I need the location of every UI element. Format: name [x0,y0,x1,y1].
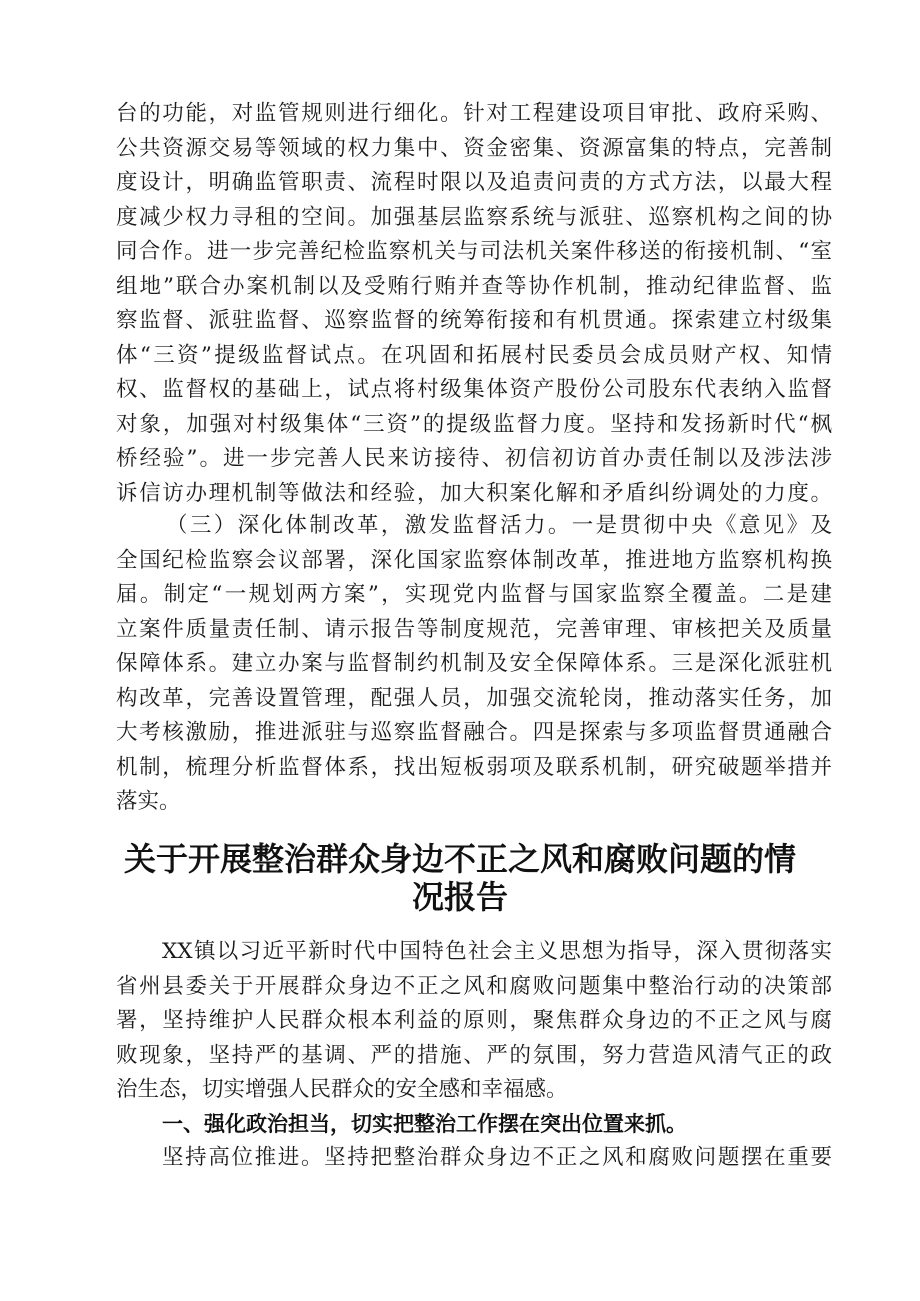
paragraph-continuation [116,97,832,511]
text-line: 构改革，完善设置管理，配强人员，加强交流轮岗，推动落实任务，加 [116,685,832,711]
text-line: 度减少权力寻租的空间。加强基层监察系统与派驻、巡察机构之间的协 [116,204,832,230]
text-line: 对象，加强对村级集体“三资”的提级监督力度。坚持和发扬新时代“枫 [116,411,832,437]
text-line: 败现象，坚持严的基调、严的措施、严的氛围，努力营造风清气正的政 [116,1042,832,1068]
text-line: XX镇以习近平新时代中国特色社会主义思想为指导，深入贯彻落实 [162,939,832,964]
section-heading: 一、强化政治担当，切实把整治工作摆在突出位置来抓。 [162,1112,687,1136]
paragraph-intro [116,935,832,1108]
text-line: （三）深化体制改革，激发监督活力。一是贯彻中央《意见》及 [166,513,832,538]
text-line: 保障体系。建立办案与监督制约机制及安全保障体系。三是深化派驻机 [116,651,832,676]
text-line: 诉信访办理机制等做法和经验，加大积案化解和矛盾纠纷调处的力度。 [116,480,832,506]
text-line: 全国纪检监察会议部署，深化国家监察体制改革，推进地方监察机构换 [116,547,832,573]
text-line: 落实。 [116,789,181,814]
text-line: 署，坚持维护人民群众根本利益的原则，聚焦群众身边的不正之风与腐 [116,1008,832,1033]
title-line: 关于开展整治群众身边不正之风和腐败问题的情 [123,840,796,878]
text-line: 度设计，明确监管职责、流程时限以及追责问责的方式方法，以最大程 [116,170,832,195]
paragraph-reform [116,509,832,820]
text-line: 立案件质量责任制、请示报告等制度规范，完善审理、审核把关及质量 [116,616,832,642]
paragraph-section-one [116,1141,832,1176]
text-line: 察监督、派驻监督、巡察监督的统筹衔接和有机贯通。探索建立村级集 [116,308,832,333]
text-line: 治生态，切实增强人民群众的安全感和幸福感。 [116,1077,568,1102]
title-line: 况报告 [411,878,508,916]
text-line: 权、监督权的基础上，试点将村级集体资产股份公司股东代表纳入监督 [116,377,832,402]
text-line: 省州县委关于开展群众身边不正之风和腐败问题集中整治行动的决策部 [116,973,832,999]
text-line: 桥经验”。进一步完善人民来访接待、初信初访首办责任制以及涉法涉 [116,446,832,471]
text-line: 组地”联合办案机制以及受贿行贿并查等协作机制，推动纪律监督、监 [116,273,832,299]
text-line: 公共资源交易等领域的权力集中、资金密集、资源富集的特点，完善制 [116,135,832,161]
text-line: 届。制定“一规划两方案”，实现党内监督与国家监察全覆盖。二是建 [116,582,832,607]
text-line: 坚持高位推进。坚持把整治群众身边不正之风和腐败问题摆在重要 [162,1145,832,1170]
text-line: 大考核激励，推进派驻与巡察监督融合。四是探索与多项监督贯通融合 [116,720,832,745]
report-title [100,840,820,916]
text-line: 体“三资”提级监督试点。在巩固和拓展村民委员会成员财产权、知情 [116,342,832,368]
text-line: 机制，梳理分析监督体系，找出短板弱项及联系机制，研究破题举措并 [116,754,832,780]
text-line: 同合作。进一步完善纪检监察机关与司法机关案件移送的衔接机制、“室 [116,239,832,264]
text-line: 台的功能，对监管规则进行细化。针对工程建设项目审批、政府采购、 [116,101,832,126]
